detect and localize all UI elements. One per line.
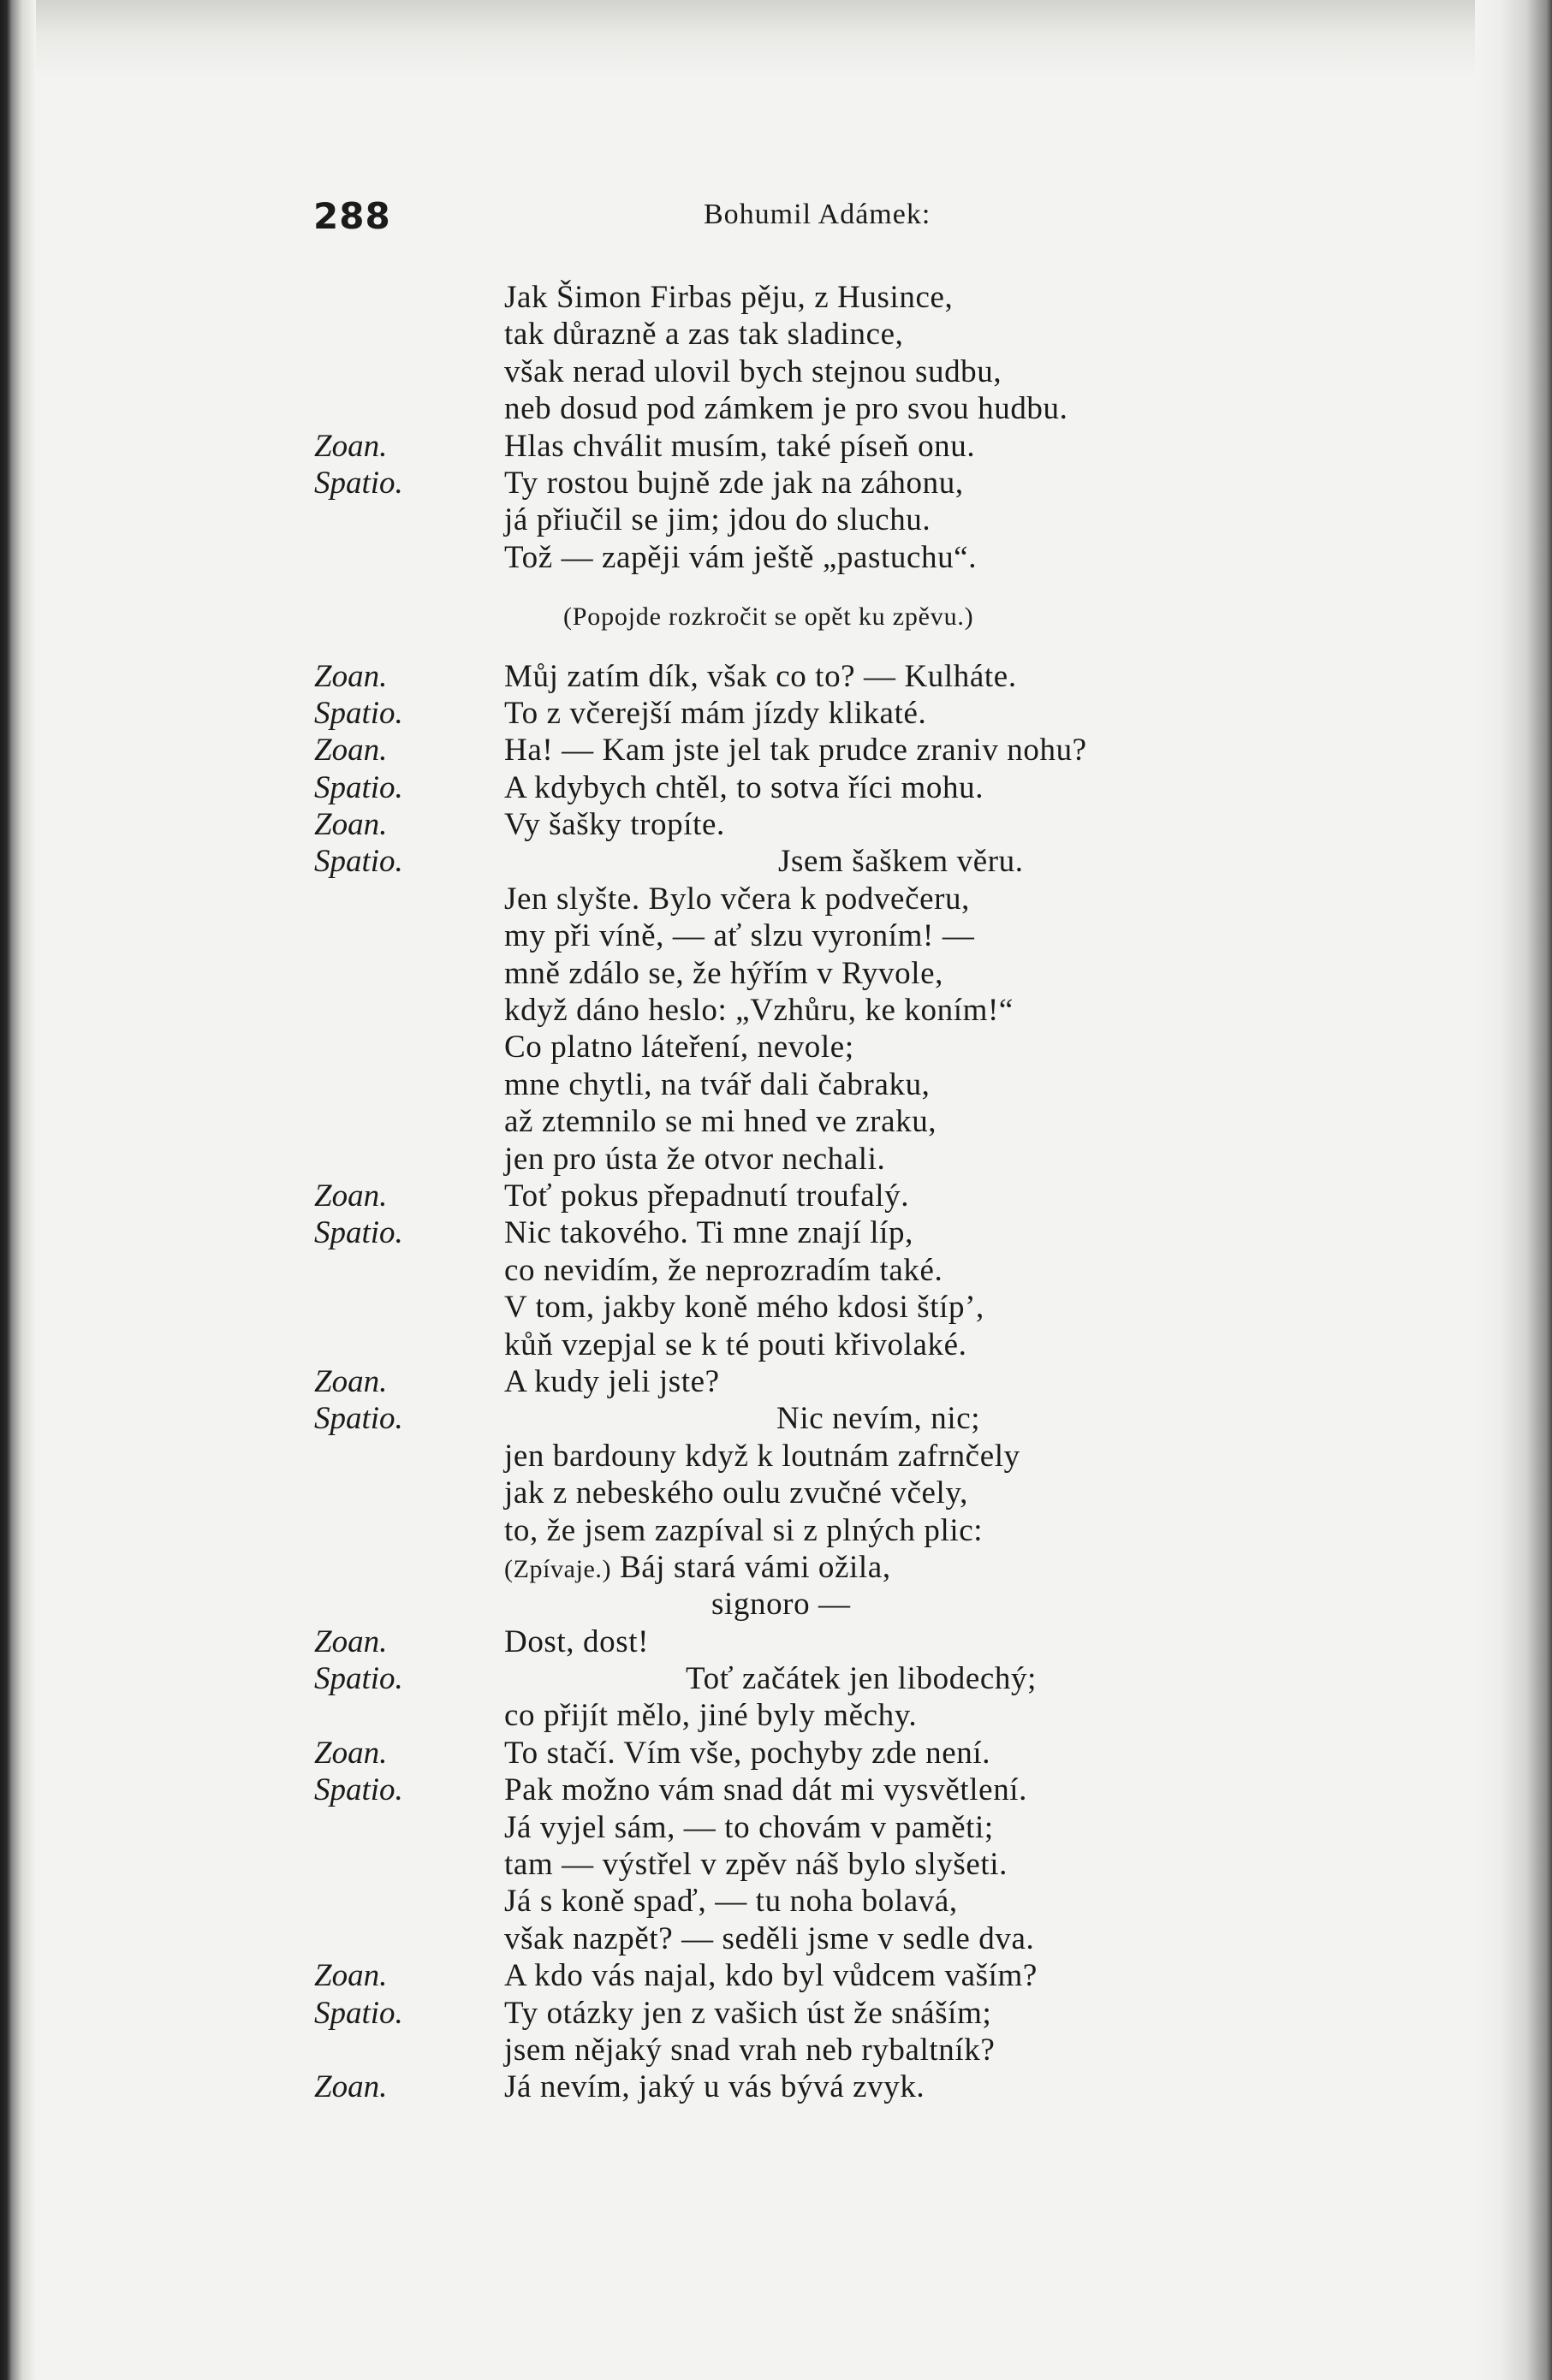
verse-line — [0, 1178, 1552, 1214]
verse-text — [778, 843, 1024, 880]
verse-text-content: však nerad ulovil bych stejnou sudbu, — [504, 353, 1002, 389]
verse-line — [0, 2032, 1552, 2068]
verse-line — [0, 1697, 1552, 1734]
verse-line — [0, 1512, 1552, 1549]
verse-text — [504, 1141, 885, 1178]
verse-text — [504, 1995, 991, 2032]
verse-text — [504, 502, 931, 538]
verse-text-content: Co platno láteření, nevole; — [504, 1030, 854, 1065]
speaker-name: Zoan. — [314, 1735, 388, 1771]
running-head: Bohumil Adámek: — [704, 199, 931, 230]
verse-text — [504, 992, 1014, 1029]
verse-text-content: jak z nebeského oulu zvučné včely, — [504, 1475, 968, 1511]
verse-text — [504, 1475, 968, 1511]
verse-text-content: mne chytli, na tvář dali čabraku, — [504, 1066, 931, 1102]
verse-line — [0, 465, 1552, 502]
verse-text-content: když dáno heslo: „Vzhůru, ke koním!“ — [504, 993, 1014, 1029]
verse-line — [0, 502, 1552, 538]
verse-text — [504, 1178, 909, 1214]
verse-line — [0, 732, 1552, 769]
verse-text — [504, 1066, 931, 1103]
verse-line — [0, 1586, 1552, 1623]
verse-text-content: V tom, jakby koně mého kdosi štíp’, — [504, 1290, 984, 1326]
verse-text-content: jsem nějaký snad vrah neb rybaltník? — [504, 2032, 996, 2068]
speaker-name: Spatio. — [314, 769, 403, 805]
verse-line — [0, 1438, 1552, 1475]
verse-text-content: kůň vzepjal se k té pouti křivolaké. — [504, 1327, 967, 1362]
verse-text — [504, 1846, 1008, 1883]
verse-text-content: Nic takového. Ti mne znají líp, — [504, 1215, 913, 1251]
verse-line — [0, 1141, 1552, 1178]
verse-line — [0, 1920, 1552, 1957]
verse-line — [0, 806, 1552, 843]
speaker-name: Spatio. — [314, 1215, 403, 1251]
inline-stage-tag: (Zpívaje.) — [504, 1554, 612, 1583]
verse-text — [504, 769, 984, 806]
page-number: 288 — [313, 195, 391, 237]
verse-text — [504, 1252, 942, 1289]
verse-text-content: Dost, dost! — [504, 1623, 649, 1659]
verse-line — [0, 353, 1552, 390]
verse-text-content: A kdo vás najal, kdo byl vůdcem vaším? — [504, 1958, 1038, 1994]
verse-text — [504, 881, 970, 917]
verse-line — [0, 1029, 1552, 1065]
verse-text — [504, 1363, 720, 1400]
verse-text-content: co nevidím, že neprozradím také. — [504, 1252, 943, 1288]
verse-text — [504, 316, 903, 353]
verse-text — [504, 1623, 649, 1660]
verse-line — [0, 1846, 1552, 1883]
verse-text — [504, 1920, 1034, 1957]
verse-line — [0, 1475, 1552, 1511]
verse-text-content: Hlas chválit musím, také píseň onu. — [504, 428, 976, 464]
verse-text-content: Vy šašky tropíte. — [504, 807, 725, 843]
verse-line — [0, 1400, 1552, 1437]
speaker-name: Zoan. — [314, 2069, 388, 2105]
verse-text-content: Toť začátek jen libodechý; — [686, 1661, 1037, 1697]
speaker-name: Spatio. — [314, 1401, 403, 1437]
verse-text-content: Ha! — Kam jste jel tak prudce zraniv nohu? — [504, 733, 1087, 769]
verse-line — [0, 992, 1552, 1029]
verse-line — [0, 1957, 1552, 1994]
verse-text — [504, 955, 943, 992]
verse-text — [504, 1883, 958, 1920]
speaker-name: Zoan. — [314, 1363, 388, 1399]
verse-text-content: Toť pokus přepadnutí troufalý. — [504, 1178, 910, 1214]
verse-line — [0, 1363, 1552, 1400]
speaker-name: Spatio. — [314, 695, 403, 731]
page-shadow-top — [0, 0, 1552, 77]
verse-text — [504, 1697, 917, 1734]
speaker-name: Zoan. — [314, 1623, 388, 1659]
verse-text — [504, 2068, 925, 2105]
verse-text — [504, 732, 1087, 769]
verse-text — [504, 1029, 854, 1065]
verse-line — [0, 428, 1552, 465]
speaker-name: Zoan. — [314, 428, 388, 464]
verse-text-content: A kdybych chtěl, to sotva říci mohu. — [504, 769, 984, 805]
verse-line — [0, 1289, 1552, 1326]
verse-text — [504, 658, 1017, 695]
verse-text-content: tak důrazně a zas tak sladince, — [504, 317, 904, 353]
verse-dialogue — [0, 279, 1552, 2106]
verse-text-content: až ztemnilo se mi hned ve zraku, — [504, 1104, 937, 1140]
verse-line — [0, 1252, 1552, 1289]
speaker-name: Spatio. — [314, 844, 403, 880]
verse-text — [504, 1289, 984, 1326]
verse-text-content: to, že jsem zazpíval si z plných plic: — [504, 1512, 984, 1548]
verse-text — [504, 2032, 995, 2068]
verse-line — [0, 279, 1552, 316]
verse-line — [0, 955, 1552, 992]
verse-text — [504, 1957, 1038, 1994]
verse-text-content: Jak Šimon Firbas pěju, z Husince, — [504, 280, 954, 315]
speaker-name: Spatio. — [314, 1661, 403, 1697]
verse-text — [504, 465, 964, 502]
verse-text — [504, 353, 1002, 390]
speaker-name: Spatio. — [314, 1772, 403, 1808]
verse-text-content: mně zdálo se, že hýřím v Ryvole, — [504, 955, 943, 991]
verse-text-content: Ty otázky jen z vašich úst že snáším; — [504, 1995, 992, 2031]
speaker-name: Spatio. — [314, 1995, 403, 2031]
verse-text-content: neb dosud pod zámkem je pro svou hudbu. — [504, 391, 1068, 427]
verse-text — [504, 279, 953, 316]
verse-text-content: však nazpět? — seděli jsme v sedle dva. — [504, 1920, 1035, 1956]
verse-line — [0, 881, 1552, 917]
verse-line — [0, 1809, 1552, 1846]
verse-text — [504, 390, 1067, 427]
verse-text — [504, 1512, 983, 1549]
verse-text-content: Jsem šaškem věru. — [778, 844, 1024, 880]
verse-line — [0, 1327, 1552, 1363]
verse-line — [0, 539, 1552, 576]
verse-line — [0, 1214, 1552, 1251]
verse-text — [776, 1400, 980, 1437]
verse-text-content: Jen slyšte. Bylo včera k podvečeru, — [504, 881, 970, 917]
verse-text — [504, 917, 974, 954]
verse-text-content: já přiučil se jim; jdou do sluchu. — [504, 502, 931, 538]
speaker-name: Zoan. — [314, 807, 388, 843]
speaker-name: Zoan. — [314, 1958, 388, 1994]
verse-text-content: To stačí. Vím vše, pochyby zde není. — [504, 1735, 991, 1771]
verse-line — [0, 843, 1552, 880]
verse-text-content: Můj zatím dík, však co to? — Kulháte. — [504, 658, 1017, 694]
speaker-name: Zoan. — [314, 733, 388, 769]
verse-text-content: To z včerejší mám jízdy klikaté. — [504, 695, 927, 731]
verse-text-content: Já vyjel sám, — to chovám v paměti; — [504, 1809, 994, 1845]
verse-text-content: Tož — zapěji vám ještě „pastuchu“. — [504, 539, 978, 575]
verse-line — [0, 316, 1552, 353]
stage-direction — [0, 598, 1552, 635]
verse-line — [0, 695, 1552, 732]
verse-text-content: A kudy jeli jste? — [504, 1363, 720, 1399]
verse-text — [504, 806, 725, 843]
verse-text — [504, 428, 975, 465]
verse-text — [711, 1586, 851, 1623]
verse-line — [0, 1772, 1552, 1808]
verse-line — [0, 390, 1552, 427]
verse-text-content: co přijít mělo, jiné byly měchy. — [504, 1698, 918, 1734]
verse-text — [504, 1214, 913, 1251]
verse-text — [504, 695, 926, 732]
verse-line — [0, 1883, 1552, 1920]
verse-text — [504, 539, 977, 576]
verse-line — [0, 2068, 1552, 2105]
verse-line — [0, 1066, 1552, 1103]
verse-text-content: my při víně, — ať slzu vyroním! — — [504, 918, 975, 954]
verse-text — [504, 1549, 891, 1588]
stage-direction-text: (Popojde rozkročit se opět ku zpěvu.) — [563, 602, 974, 632]
verse-text — [504, 1327, 967, 1363]
verse-text-content: jen bardouny když k loutnám zafrnčely — [504, 1438, 1020, 1474]
verse-text-content: Pak možno vám snad dát mi vysvětlení. — [504, 1772, 1028, 1808]
verse-line — [0, 917, 1552, 954]
verse-line — [0, 1995, 1552, 2032]
verse-text-content: Nic nevím, nic; — [776, 1401, 981, 1437]
verse-text — [504, 1735, 990, 1772]
verse-text — [504, 1772, 1027, 1808]
verse-text-content: Ty rostou bujně zde jak na záhonu, — [504, 465, 964, 501]
verse-line — [0, 1660, 1552, 1697]
verse-text — [504, 1103, 937, 1140]
verse-text-content: signoro — — [711, 1587, 851, 1623]
verse-line — [0, 658, 1552, 695]
verse-text-content: Báj stará vámi ožila, — [619, 1549, 891, 1585]
verse-line — [0, 1103, 1552, 1140]
verse-line — [0, 769, 1552, 806]
verse-line — [0, 1735, 1552, 1772]
verse-text-content: jen pro ústa že otvor nechali. — [504, 1141, 886, 1177]
verse-text — [504, 1438, 1020, 1475]
verse-text — [504, 1809, 994, 1846]
verse-text — [686, 1660, 1037, 1697]
verse-text-content: Já s koně spaď, — tu noha bolavá, — [504, 1884, 958, 1920]
verse-line — [0, 1623, 1552, 1660]
verse-text-content: tam — výstřel v zpěv náš bylo slyšeti. — [504, 1847, 1008, 1883]
verse-line — [0, 1549, 1552, 1586]
verse-text-content: Já nevím, jaký u vás bývá zvyk. — [504, 2069, 925, 2105]
speaker-name: Zoan. — [314, 1178, 388, 1214]
speaker-name: Spatio. — [314, 465, 403, 501]
speaker-name: Zoan. — [314, 658, 388, 694]
